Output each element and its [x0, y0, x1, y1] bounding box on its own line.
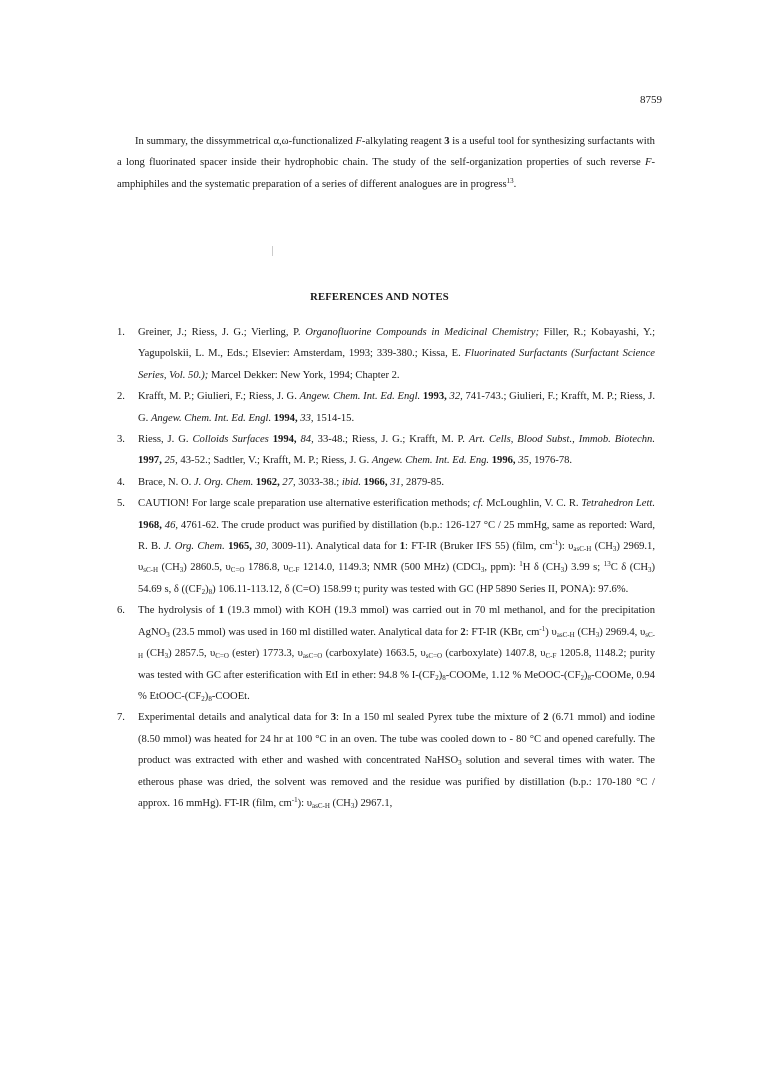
divider-mark [272, 246, 273, 256]
reference-4: 4. Brace, N. O. J. Org. Chem. 1962, 27, 3033-38.; ibid. 1966, 31, 2879-85. [117, 476, 445, 488]
references-heading: REFERENCES AND NOTES [310, 292, 449, 303]
reference-2: 2. Krafft, M. P.; Giulieri, F.; Riess, J. G. Angew. Chem. Int. Ed. Engl. 1993, 32, 741-743.; Giulieri, F.; Krafft, M. P.; Riess, J. G. Angew. Chem. Int. Ed. Engl. 1994, 33, 1514-15. [117, 391, 655, 424]
reference-1: 1. Greiner, J.; Riess, J. G.; Vierling, P. Organofluorine Compounds in Medicinal Chemistry; Filler, R.; Kobayashi, Y.; Yagupolskii, L. M., Eds.; Elsevier: Amsterdam, 1993; 339-380.; Kissa, E. Fluorinated Surfactants (Surfactant Science Series, Vol. 50.); Marcel Dekker: New York, 1994; Chapter 2. [117, 327, 656, 381]
references-list [117, 322, 655, 814]
reference-3: 3. Riess, J. G. Colloids Surfaces 1994, 84, 33-48.; Riess, J. G.; Krafft, M. P. Art. Cells, Blood Subst., Immob. Biotechn. 1997, 25, 43-52.; Sadtler, V.; Krafft, M. P.; Riess, J. G. Angew. Chem. Int. Ed. Eng. 1996, 35, 1976-78. [117, 434, 656, 467]
reference-7: 7. Experimental details and analytical data for 3: In a 150 ml sealed Pyrex tube the mixture of 2 (6.71 mmol) and iodine (8.50 mmol) was heated for 24 hr at 100 °C in an oven. The tube was cooled down to - 80 °C and opened carefully. The product was extracted with ether and washed with concentrated NaHSO$_3$ solution and several times with water. The etherous phase was dried, the solvent was removed and the residue was purified by distillation (b.p.: 170-180 °C / approx. 16 mmHg). FT-IR (film, $cm^{-1}$): $\upsilon_{asC-H}$ $(CH_3)$ 2967.1, [117, 712, 656, 810]
reference-6: 6. The hydrolysis of 1 (19.3 mmol) with KOH (19.3 mmol) was carried out in 70 ml methanol, and for the precipitation AgNO$_3$ (23.5 mmol) was used in 160 ml distilled water. Analytical data for 2: FT-IR (KBr, $cm^{-1}$) $\upsilon_{asC-H}$ $(CH_3)$ 2969.4, $\upsilon_{sC-H}$ $(CH_3)$ 2857.5, $\upsilon_{C=O}$ (ester) 1773.3, $\upsilon_{asC=O}$ (carboxylate) 1663.5, $\upsilon_{sC=O}$ (carboxylate) 1407.8, $\upsilon_{C-F}$ 1205.8, 1148.2; purity was tested with GC after esterification with EtI in ether: 94.8 % $I-(CF_2)_8$-COOMe, 1.12 % MeOOC-$(CF_2)_8$-COOMe, 0.94 % EtOOC-$(CF_2)_8$-COOEt. [117, 605, 656, 703]
summary-paragraph: In summary, the dissymmetrical α,ω-functionalized F-alkylating reagent 3 is a useful tool for synthesizing surfactants with a long fluorinated spacer inside their hydrophobic chain. The study of the self-organization properties of such reverse F-amphiphiles and the systematic preparation of a series of different analogues are in progress$^{13}$. [117, 136, 655, 190]
page-number: 8759 [640, 94, 662, 106]
reference-5: 5. CAUTION! For large scale preparation use alternative esterification methods; cf. McLoughlin, V. C. R. Tetrahedron Lett. 1968, 46, 4761-62. The crude product was purified by distillation (b.p.: 126-127 °C / 25 mmHg, same as reported: Ward, R. B. J. Org. Chem. 1965, 30, 3009-11). Analytical data for 1: FT-IR (Bruker IFS 55) (film, $cm^{-1}$): $\upsilon_{asC-H}$ $(CH_3)$ 2969.1, $\upsilon_{sC-H}$ $(CH_3)$ 2860.5, $\upsilon_{C=O}$ 1786.8, $\upsilon_{C-F}$ 1214.0, 1149.3; NMR (500 MHz) (CDCl$_3$, ppm): $^1$H δ $(CH_3)$ 3.99 s; $^{13}$C δ $(CH_3)$ 54.69 s, δ $((CF_2)_8)$ 106.11-113.12, δ (C=O) 158.99 t; purity was tested with GC (HP 5890 Series II, PONA): 97.6%. [117, 498, 656, 596]
